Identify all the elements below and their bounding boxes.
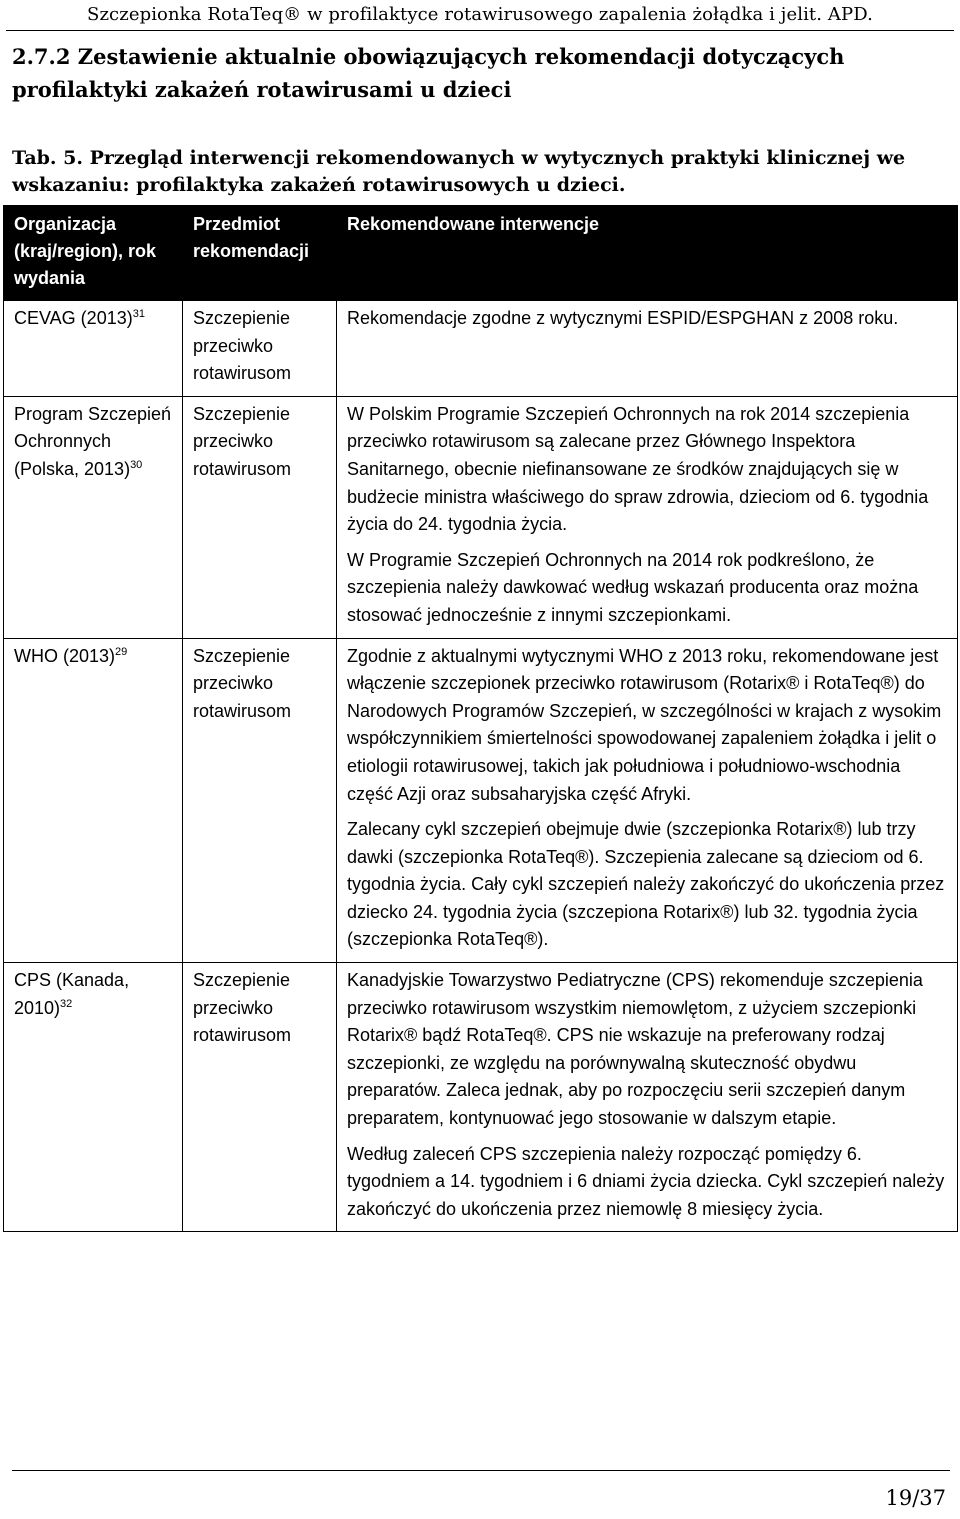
intervention-paragraph: Według zaleceń CPS szczepienia należy rozpocząć pomiędzy 6. tygodniem a 14. tygodniem i 6 dniami życia dziecka. Cykl szczepień należy zakończyć do ukończenia przez niemowlę 8 miesięcy życia.	[347, 1143, 945, 1219]
intervention-paragraph: Rekomendacje zgodne z wytycznymi ESPID/ESPGHAN z 2008 roku.	[347, 308, 899, 328]
organization-name: WHO (2013)	[14, 645, 116, 666]
subject-cell: Szczepienie przeciwko rotawirusom	[183, 963, 337, 1232]
interventions-cell	[337, 396, 958, 638]
reference-number: 29	[115, 645, 128, 658]
organization-name: CPS (Kanada, 2010)	[14, 970, 130, 1018]
intervention-paragraph: Kanadyjskie Towarzystwo Pediatryczne (CPS) rekomenduje szczepienia przeciwko rotawirusom wszystkim niemowlętom, z użyciem szczepionki Rotarix® bądź RotaTeq®. CPS nie wskazuje na preferowany rodzaj szczepionki, ze względu na porównywalną skuteczność obydwu preparatów. Zaleca jednak, aby po rozpoczęciu serii szczepień danym preparatem, kontynuować jego stosowanie w dalszym etapie.	[347, 970, 923, 1129]
organization-name: Program Szczepień Ochronnych (Polska, 2013)	[14, 403, 172, 479]
table-header-row	[4, 205, 958, 301]
footer-divider	[12, 1470, 950, 1471]
organization-cell	[4, 396, 183, 638]
subject-cell: Szczepienie przeciwko rotawirusom	[183, 301, 337, 397]
organization-cell	[4, 301, 183, 397]
table-row	[4, 638, 958, 963]
table-row	[4, 301, 958, 397]
reference-number: 30	[130, 458, 143, 471]
interventions-cell	[337, 638, 958, 963]
subject-cell: Szczepienie przeciwko rotawirusom	[183, 396, 337, 638]
organization-name: CEVAG (2013)	[14, 308, 133, 328]
table-row	[4, 963, 958, 1232]
table-row	[4, 396, 958, 638]
organization-cell	[4, 638, 183, 963]
intervention-paragraph: W Programie Szczepień Ochronnych na 2014 rok podkreślono, że szczepienia należy dawkować według wskazań producenta oraz można stosować jednocześnie z innymi szczepionkami.	[347, 549, 919, 625]
column-header-interventions: Rekomendowane interwencje	[337, 205, 958, 301]
intervention-paragraph: Zgodnie z aktualnymi wytycznymi WHO z 2013 roku, rekomendowane jest włączenie szczepionek przeciwko rotawirusom (Rotarix® i RotaTeq®) do Narodowych Programów Szczepień, w szczególności w krajach z wysokim współczynnikiem śmiertelności spowodowanej zapaleniem żołądka i jelit o etiologii rotawirusowej, takich jak południowa i południowo-wschodnia część Azji oraz subsaharyjska część Afryki.	[347, 645, 942, 804]
column-header-organization: Organizacja (kraj/region), rok wydania	[4, 205, 183, 301]
subject-cell: Szczepienie przeciwko rotawirusom	[183, 638, 337, 963]
intervention-paragraph: Zalecany cykl szczepień obejmuje dwie (szczepionka Rotarix®) lub trzy dawki (szczepionka RotaTeq®). Szczepienia zalecane są dzieciom od 6. tygodnia życia. Cały cykl szczepień należy zakończyć do ukończenia przez dziecko 24. tygodnia życia (szczepiona Rotarix®) lub 32. tygodnia życia (szczepionka RotaTeq®).	[347, 819, 945, 950]
organization-cell	[4, 963, 183, 1232]
section-heading: 2.7.2 Zestawienie aktualnie obowiązujących rekomendacji dotyczących profilaktyki zakażeń rotawirusami u dzieci	[12, 44, 845, 102]
reference-number: 31	[132, 308, 145, 320]
recommendations-table	[3, 205, 958, 1232]
reference-number: 32	[60, 997, 73, 1010]
running-header: Szczepionka RotaTeq® w profilaktyce rotawirusowego zapalenia żołądka i jelit. APD.	[87, 4, 873, 25]
header-divider	[6, 30, 954, 31]
interventions-cell	[337, 301, 958, 397]
interventions-cell	[337, 963, 958, 1232]
page-number: 19/37	[885, 1486, 946, 1510]
column-header-subject: Przedmiot rekomendacji	[183, 205, 337, 301]
table-caption: Tab. 5. Przegląd interwencji rekomendowanych w wytycznych praktyki klinicznej we wskazaniu: profilaktyka zakażeń rotawirusowych u dzieci.	[12, 147, 906, 196]
intervention-paragraph: W Polskim Programie Szczepień Ochronnych na rok 2014 szczepienia przeciwko rotawirusom są zalecane przez Głównego Inspektora Sanitarnego, obecnie niefinansowane ze środków znajdujących się w budżecie ministra właściwego do spraw zdrowia, dzieciom od 6. tygodnia życia do 24. tygodnia życia.	[347, 403, 929, 535]
